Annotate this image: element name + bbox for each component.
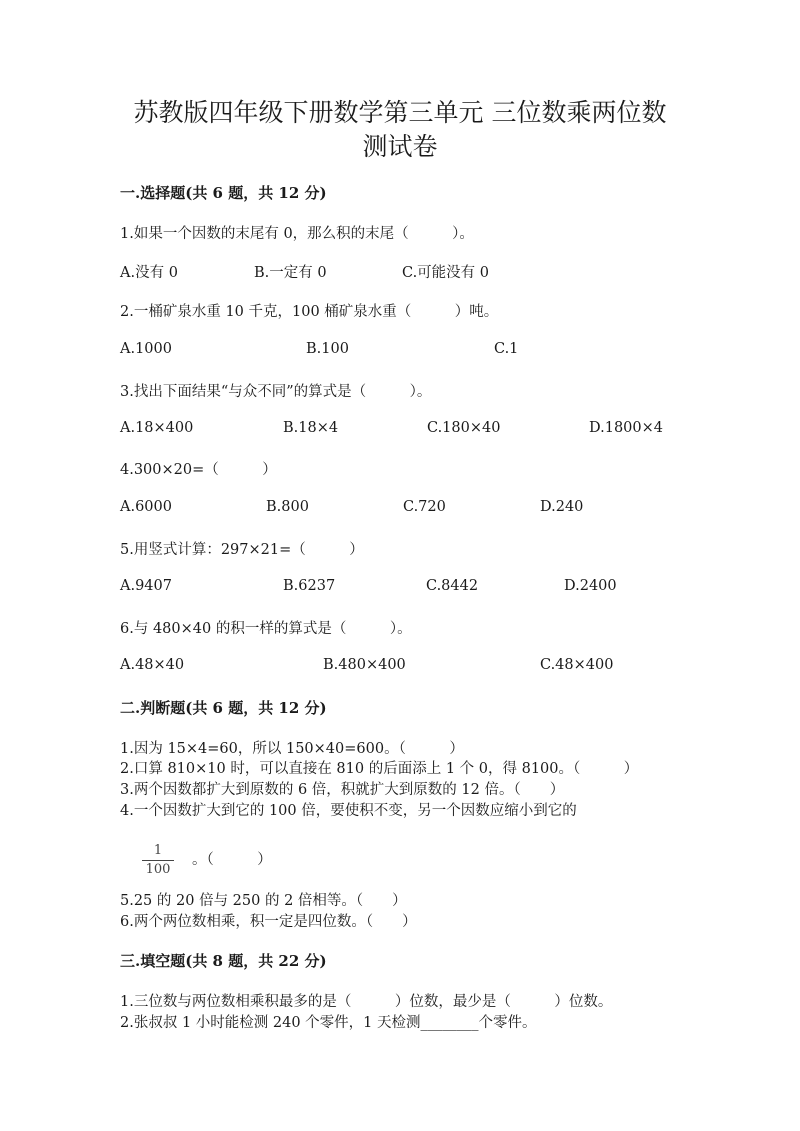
- fraction-numerator: 1: [153, 843, 163, 858]
- option-5a: A.9407: [120, 578, 172, 594]
- fraction-bar: [142, 860, 174, 861]
- option-6b: B.480×400: [323, 657, 406, 673]
- judgement-6: 6.两个两位数相乘，积一定是四位数。（ ）: [120, 914, 417, 930]
- option-2a: A.1000: [120, 341, 172, 357]
- question-1: 1.如果一个因数的末尾有 0，那么积的末尾（ ）。: [120, 226, 474, 242]
- option-5d: D.2400: [564, 578, 617, 594]
- option-3a: A.18×400: [120, 420, 194, 436]
- question-2: 2.一桶矿泉水重 10 千克，100 桶矿泉水重（ ）吨。: [120, 304, 499, 320]
- judgement-4: 4.一个因数扩大到它的 100 倍，要使积不变，另一个因数应缩小到它的: [120, 803, 577, 819]
- option-5b: B.6237: [283, 578, 336, 594]
- judgement-4-tail: 。（ ）: [192, 852, 272, 868]
- option-3c: C.180×40: [427, 420, 501, 436]
- question-3: 3.找出下面结果“与众不同”的算式是（ ）。: [120, 384, 432, 400]
- option-2c: C.1: [494, 341, 519, 357]
- question-5: 5.用竖式计算：297×21=（ ）: [120, 542, 364, 558]
- option-4b: B.800: [266, 499, 309, 515]
- option-1b: B.一定有 0: [254, 265, 327, 281]
- fill-2: 2.张叔叔 1 小时能检测 240 个零件，1 天检测________个零件。: [120, 1015, 537, 1031]
- option-4c: C.720: [403, 499, 446, 515]
- option-3d: D.1800×4: [589, 420, 663, 436]
- title-line-1: 苏教版四年级下册数学第三单元 三位数乘两位数: [133, 98, 667, 127]
- option-1a: A.没有 0: [120, 265, 178, 281]
- fraction-denominator: 100: [145, 862, 171, 877]
- judgement-2: 2.口算 810×10 时，可以直接在 810 的后面添上 1 个 0，得 8100。（ ）: [120, 761, 639, 777]
- question-6: 6.与 480×40 的积一样的算式是（ ）。: [120, 621, 412, 637]
- option-1c: C.可能没有 0: [402, 265, 490, 281]
- question-4: 4.300×20=（ ）: [120, 462, 277, 478]
- judgement-3: 3.两个因数都扩大到原数的 6 倍，积就扩大到原数的 12 倍。（ ）: [120, 782, 565, 798]
- option-3b: B.18×4: [283, 420, 339, 436]
- option-5c: C.8442: [426, 578, 479, 594]
- option-4d: D.240: [540, 499, 584, 515]
- title-line-2: 测试卷: [362, 132, 438, 161]
- fill-1: 1.三位数与两位数相乘积最多的是（ ）位数，最少是（ ）位数。: [120, 994, 613, 1010]
- section-heading-fill: 三.填空题(共 8 题，共 22 分): [120, 952, 327, 970]
- judgement-5: 5.25 的 20 倍与 250 的 2 倍相等。（ ）: [120, 893, 407, 909]
- option-6a: A.48×40: [120, 657, 185, 673]
- section-heading-choice: 一.选择题(共 6 题，共 12 分): [120, 184, 327, 202]
- option-2b: B.100: [306, 341, 349, 357]
- section-heading-judgement: 二.判断题(共 6 题，共 12 分): [120, 699, 327, 717]
- option-4a: A.6000: [120, 499, 172, 515]
- option-6c: C.48×400: [540, 657, 614, 673]
- fraction-one-hundredth: [142, 844, 174, 877]
- judgement-1: 1.因为 15×4=60，所以 150×40=600。（ ）: [120, 741, 464, 757]
